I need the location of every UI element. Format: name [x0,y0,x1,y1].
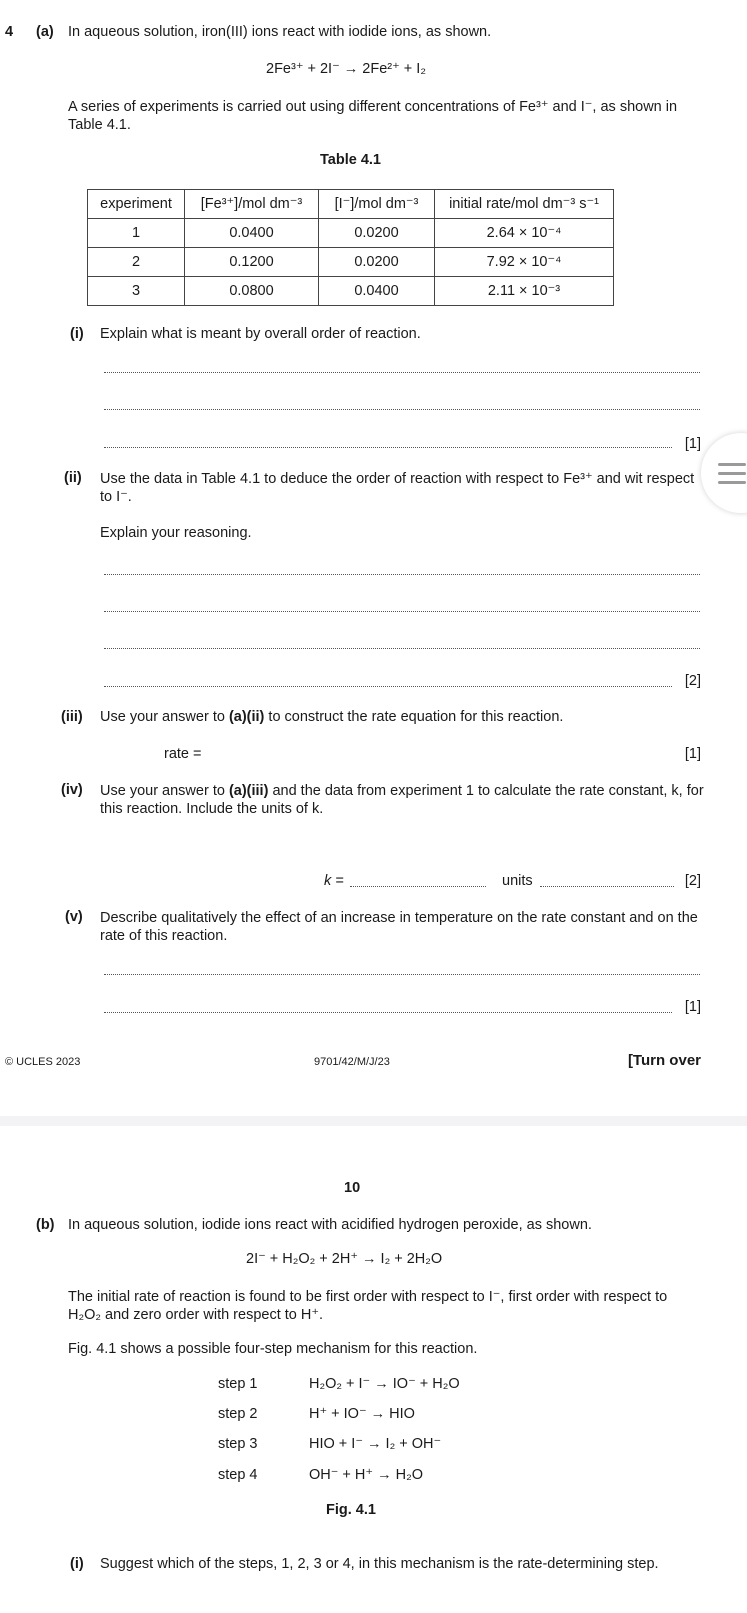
part-i-label: (i) [70,326,84,342]
part-iii-text [100,709,563,725]
k-answer-line[interactable] [350,886,486,887]
table-cell: 2 [88,248,185,277]
part-iv-text-ref: (a)(iii) [228,783,269,799]
step-label: step 4 [218,1467,258,1483]
part-b-label: (b) [36,1217,55,1233]
footer-code: 9701/42/M/J/23 [314,1056,390,1068]
mark-ii: [2] [684,673,701,689]
part-v-label: (v) [65,909,83,925]
table-row [88,248,614,277]
part-b-intro: In aqueous solution, iodide ions react with acidified hydrogen peroxide, as shown. [68,1217,592,1233]
answer-line[interactable] [104,574,700,575]
mark-iv: [2] [684,873,701,889]
table-cell: 3 [88,277,185,306]
table-cell: 1 [88,219,185,248]
part-a-intro: In aqueous solution, iron(III) ions react with iodide ions, as shown. [68,24,492,40]
answer-line[interactable] [104,409,700,410]
mark-iii: [1] [684,746,701,762]
table-cell: 0.0400 [319,277,435,306]
part-b-i-text: Suggest which of the steps, 1, 2, 3 or 4, in this mechanism is the rate-determining step. [100,1556,659,1572]
part-iv-text-post: and the data from experiment 1 to calculate the rate constant, k, for this reaction. Include the units of k. [100,783,704,817]
answer-line[interactable] [104,686,672,687]
step-equation: OH⁻ + H⁺ → H₂O [309,1467,423,1483]
part-iii-text-post: to construct the rate equation for this reaction. [264,709,564,725]
rate-label: rate = [164,746,202,762]
fig-intro: Fig. 4.1 shows a possible four-step mechanism for this reaction. [68,1341,478,1357]
part-b-i-label: (i) [70,1556,84,1572]
step-equation: HIO + I⁻ → I₂ + OH⁻ [309,1436,442,1452]
table-cell: 7.92 × 10⁻⁴ [435,248,614,277]
table-row [88,219,614,248]
header-initial-rate: initial rate/mol dm⁻³ s⁻¹ [435,190,614,219]
part-iii-text-pre: Use your answer to [100,709,229,725]
units-answer-line[interactable] [540,886,674,887]
table-cell: 0.1200 [185,248,319,277]
table-cell: 2.11 × 10⁻³ [435,277,614,306]
step-equation: H₂O₂ + I⁻ → IO⁻ + H₂O [309,1376,460,1392]
menu-icon [718,481,746,484]
step-label: step 1 [218,1376,258,1392]
part-iii-text-ref: (a)(ii) [228,709,265,725]
answer-line[interactable] [104,372,700,373]
table-header-row [88,190,614,219]
table-cell: 0.0200 [319,248,435,277]
k-label: k = [324,873,344,889]
header-i-conc: [I⁻]/mol dm⁻³ [319,190,435,219]
table-cell: 0.0400 [185,219,319,248]
data-table [87,189,614,306]
equation-b: 2I⁻ + H₂O₂ + 2H⁺ → I₂ + 2H₂O [246,1251,443,1267]
menu-icon [718,472,746,475]
units-label: units [502,873,533,889]
part-v-text: Describe qualitatively the effect of an increase in temperature on the rate constant and on the rate of this reaction. [100,910,698,944]
question-number: 4 [5,24,14,40]
fig-caption: Fig. 4.1 [326,1502,376,1518]
answer-line[interactable] [104,974,700,975]
step-label: step 2 [218,1406,258,1422]
footer-copyright: © UCLES 2023 [5,1056,81,1068]
step-equation: H⁺ + IO⁻ → HIO [309,1406,415,1422]
header-experiment: experiment [88,190,185,219]
part-iv-label: (iv) [61,782,83,798]
table-cell: 0.0200 [319,219,435,248]
answer-line[interactable] [104,447,672,448]
mark-i: [1] [684,436,701,452]
order-text: The initial rate of reaction is found to be first order with respect to I⁻, first order with respect to H₂O₂ and zero order with respect to H⁺. [68,1289,668,1323]
menu-icon [718,463,746,466]
part-ii-explain: Explain your reasoning. [100,525,252,541]
experiments-text: A series of experiments is carried out using different concentrations of Fe³⁺ and I⁻, as shown in Table 4.1. [68,99,678,133]
part-ii-label: (ii) [64,470,82,486]
page-number: 10 [344,1180,361,1196]
header-fe-conc: [Fe³⁺]/mol dm⁻³ [185,190,319,219]
side-menu-button[interactable] [701,433,747,513]
part-ii-text: Use the data in Table 4.1 to deduce the order of reaction with respect to Fe³⁺ and wit respect to I⁻. [100,471,695,505]
table-row [88,277,614,306]
footer-turn-over: [Turn over [627,1052,701,1069]
page-separator [0,1116,747,1126]
part-iv-text-pre: Use your answer to [100,783,229,799]
part-i-text: Explain what is meant by overall order of reaction. [100,326,421,342]
table-title: Table 4.1 [320,152,381,168]
table-cell: 0.0800 [185,277,319,306]
part-iii-label: (iii) [61,709,83,725]
mark-v: [1] [684,999,701,1015]
answer-line[interactable] [104,648,700,649]
table-cell: 2.64 × 10⁻⁴ [435,219,614,248]
equation-a: 2Fe³⁺ + 2I⁻ → 2Fe²⁺ + I₂ [266,61,426,77]
part-a-label: (a) [36,24,54,40]
answer-line[interactable] [104,611,700,612]
step-label: step 3 [218,1436,258,1452]
answer-line[interactable] [104,1012,672,1013]
part-iv-text [100,782,704,818]
